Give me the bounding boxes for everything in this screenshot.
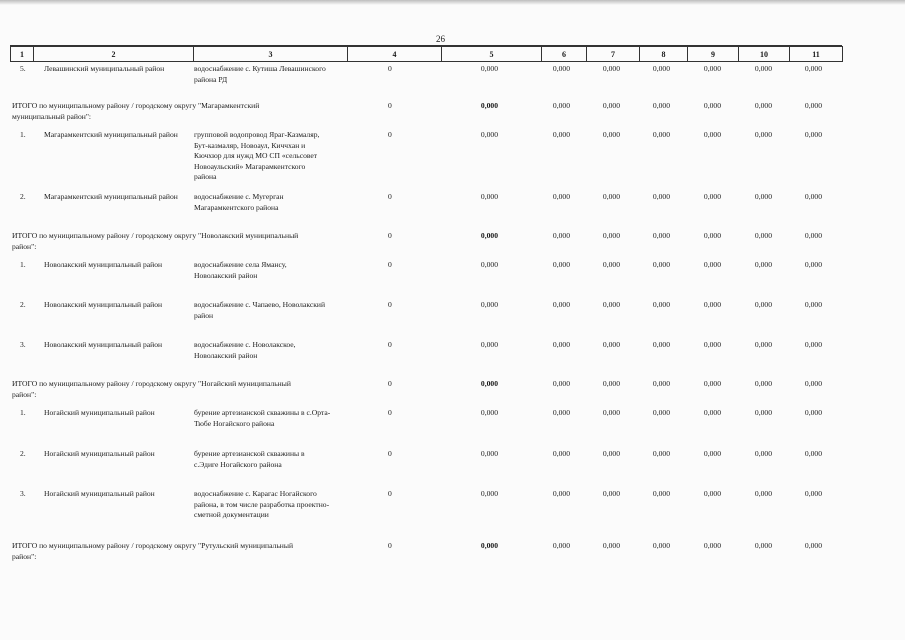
column-header: 3 — [194, 47, 348, 62]
cell-c10: 0,000 — [754, 231, 772, 240]
cell-c5: 0,000 — [480, 541, 498, 550]
cell-c8: 0,000 — [652, 101, 670, 110]
cell-c6: 0,000 — [552, 64, 570, 73]
cell-c11: 0,000 — [804, 340, 822, 349]
row-number: 1. — [20, 130, 26, 139]
cell-c7: 0,000 — [602, 449, 620, 458]
cell-c5: 0,000 — [480, 489, 498, 498]
cell-c9: 0,000 — [703, 449, 721, 458]
cell-c6: 0,000 — [552, 489, 570, 498]
object-description: водоснабжение с. Новолакское, — [194, 340, 296, 349]
row-number: 2. — [20, 449, 26, 458]
cell-c9: 0,000 — [703, 231, 721, 240]
object-description: водоснабжение с. Чапаево, Новолакский — [194, 300, 326, 309]
object-description: Тюбе Ногайского района — [194, 418, 275, 428]
object-description: Магарамкентского района — [194, 202, 279, 212]
cell-col4: 0 — [388, 541, 392, 550]
column-header-table — [10, 46, 843, 62]
object-description: район — [194, 310, 214, 320]
cell-c11: 0,000 — [804, 101, 822, 110]
cell-c5: 0,000 — [480, 408, 498, 417]
object-description: Новоаульский» Магарамкентского — [194, 161, 306, 171]
total-label: район": — [12, 241, 37, 251]
column-header: 10 — [739, 47, 790, 62]
column-header-row — [11, 47, 843, 62]
column-header: 5 — [442, 47, 542, 62]
total-label: ИТОГО по муниципальному району / городскому округу "Ногайский муниципальный — [12, 379, 291, 388]
cell-c9: 0,000 — [703, 300, 721, 309]
cell-c5: 0,000 — [480, 101, 498, 110]
cell-col4: 0 — [388, 379, 392, 388]
cell-c11: 0,000 — [804, 489, 822, 498]
cell-c8: 0,000 — [652, 379, 670, 388]
cell-c11: 0,000 — [804, 192, 822, 201]
cell-c9: 0,000 — [703, 541, 721, 550]
column-header: 6 — [542, 47, 587, 62]
object-description: сметной документации — [194, 510, 269, 520]
cell-c7: 0,000 — [602, 379, 620, 388]
cell-c11: 0,000 — [804, 449, 822, 458]
column-header: 9 — [688, 47, 739, 62]
district-name: Магарамкентский муниципальный район — [44, 130, 178, 139]
cell-c11: 0,000 — [804, 300, 822, 309]
cell-c7: 0,000 — [602, 541, 620, 550]
cell-c6: 0,000 — [552, 340, 570, 349]
cell-c10: 0,000 — [754, 260, 772, 269]
cell-c10: 0,000 — [754, 300, 772, 309]
cell-c9: 0,000 — [703, 64, 721, 73]
district-name: Новолакский муниципальный район — [44, 260, 163, 269]
cell-c8: 0,000 — [652, 489, 670, 498]
cell-col4: 0 — [388, 489, 392, 498]
cell-c5: 0,000 — [480, 300, 498, 309]
cell-c7: 0,000 — [602, 231, 620, 240]
cell-c6: 0,000 — [552, 192, 570, 201]
scan-shadow — [0, 0, 905, 5]
district-name: Ногайский муниципальный район — [44, 408, 155, 417]
total-label: район": — [12, 551, 37, 561]
district-name: Магарамкентский муниципальный район — [44, 192, 178, 201]
row-number: 3. — [20, 340, 26, 349]
object-description: Бут-казмаляр, Новоаул, Киччхан и — [194, 140, 306, 150]
cell-c9: 0,000 — [703, 101, 721, 110]
cell-c7: 0,000 — [602, 101, 620, 110]
cell-c9: 0,000 — [703, 340, 721, 349]
cell-c7: 0,000 — [602, 192, 620, 201]
cell-c6: 0,000 — [552, 300, 570, 309]
cell-col4: 0 — [388, 260, 392, 269]
object-description: групповой водопровод Яраг-Казмаляр, — [194, 130, 320, 139]
cell-c11: 0,000 — [804, 260, 822, 269]
column-header: 8 — [640, 47, 688, 62]
district-name: Ногайский муниципальный район — [44, 489, 155, 498]
object-description: водоснабжение с. Карагас Ногайского — [194, 489, 317, 498]
cell-c9: 0,000 — [703, 260, 721, 269]
district-name: Новолакский муниципальный район — [44, 300, 163, 309]
cell-c10: 0,000 — [754, 408, 772, 417]
cell-c11: 0,000 — [804, 231, 822, 240]
cell-col4: 0 — [388, 408, 392, 417]
cell-c6: 0,000 — [552, 260, 570, 269]
cell-c6: 0,000 — [552, 541, 570, 550]
cell-col4: 0 — [388, 300, 392, 309]
row-number: 2. — [20, 192, 26, 201]
cell-c8: 0,000 — [652, 340, 670, 349]
cell-c5: 0,000 — [480, 379, 498, 388]
cell-c7: 0,000 — [602, 300, 620, 309]
object-description: водоснабжение села Ямансу, — [194, 260, 287, 269]
column-header: 2 — [34, 47, 194, 62]
cell-c9: 0,000 — [703, 489, 721, 498]
cell-c6: 0,000 — [552, 408, 570, 417]
object-description: района — [194, 172, 217, 182]
object-description: района РД — [194, 74, 228, 84]
cell-c6: 0,000 — [552, 231, 570, 240]
row-number: 3. — [20, 489, 26, 498]
cell-c10: 0,000 — [754, 340, 772, 349]
cell-c8: 0,000 — [652, 130, 670, 139]
total-label: ИТОГО по муниципальному району / городскому округу "Магарамкентский — [12, 101, 260, 110]
cell-c5: 0,000 — [480, 231, 498, 240]
column-header: 7 — [587, 47, 640, 62]
total-label: район": — [12, 389, 37, 399]
cell-c10: 0,000 — [754, 130, 772, 139]
district-name: Левашинский муниципальный район — [44, 64, 165, 73]
object-description: Кючхюр для нужд МО СП «сельсовет — [194, 151, 318, 161]
cell-c7: 0,000 — [602, 260, 620, 269]
cell-c8: 0,000 — [652, 260, 670, 269]
cell-col4: 0 — [388, 101, 392, 110]
district-name: Новолакский муниципальный район — [44, 340, 163, 349]
row-number: 2. — [20, 300, 26, 309]
column-header: 4 — [348, 47, 442, 62]
cell-c9: 0,000 — [703, 130, 721, 139]
object-description: водоснабжение с. Кутиша Левашинского — [194, 64, 326, 73]
total-label: ИТОГО по муниципальному району / городскому округу "Новолакский муниципальный — [12, 231, 299, 240]
cell-c7: 0,000 — [602, 130, 620, 139]
column-header: 1 — [11, 47, 34, 62]
total-label: муниципальный район": — [12, 111, 92, 121]
cell-c5: 0,000 — [480, 192, 498, 201]
cell-col4: 0 — [388, 192, 392, 201]
cell-c9: 0,000 — [703, 192, 721, 201]
cell-c11: 0,000 — [804, 64, 822, 73]
cell-c10: 0,000 — [754, 101, 772, 110]
cell-c8: 0,000 — [652, 192, 670, 201]
object-description: бурение артезианской скважины в — [194, 449, 305, 458]
object-description: Новолакский район — [194, 270, 258, 280]
row-number: 1. — [20, 260, 26, 269]
object-description: водоснабжение с. Мугерган — [194, 192, 284, 201]
cell-c10: 0,000 — [754, 192, 772, 201]
total-label: ИТОГО по муниципальному району / городскому округу "Рутульский муниципальный — [12, 541, 294, 550]
cell-col4: 0 — [388, 231, 392, 240]
cell-c8: 0,000 — [652, 541, 670, 550]
cell-c5: 0,000 — [480, 130, 498, 139]
cell-c6: 0,000 — [552, 449, 570, 458]
cell-c9: 0,000 — [703, 408, 721, 417]
cell-c5: 0,000 — [480, 260, 498, 269]
cell-c7: 0,000 — [602, 64, 620, 73]
object-description: бурение артезианской скважины в с.Орта- — [194, 408, 331, 417]
cell-c8: 0,000 — [652, 64, 670, 73]
column-header: 11 — [790, 47, 843, 62]
cell-c8: 0,000 — [652, 449, 670, 458]
cell-c8: 0,000 — [652, 300, 670, 309]
cell-c8: 0,000 — [652, 408, 670, 417]
cell-c11: 0,000 — [804, 379, 822, 388]
cell-c9: 0,000 — [703, 379, 721, 388]
cell-c7: 0,000 — [602, 408, 620, 417]
page-number: 26 — [436, 34, 445, 44]
cell-c11: 0,000 — [804, 541, 822, 550]
cell-c10: 0,000 — [754, 64, 772, 73]
cell-c11: 0,000 — [804, 130, 822, 139]
cell-c10: 0,000 — [754, 489, 772, 498]
object-description: с.Эдиге Ногайского района — [194, 459, 282, 469]
cell-c7: 0,000 — [602, 489, 620, 498]
cell-c6: 0,000 — [552, 379, 570, 388]
cell-c5: 0,000 — [480, 64, 498, 73]
cell-c10: 0,000 — [754, 379, 772, 388]
cell-c5: 0,000 — [480, 449, 498, 458]
cell-c5: 0,000 — [480, 340, 498, 349]
cell-col4: 0 — [388, 130, 392, 139]
cell-c11: 0,000 — [804, 408, 822, 417]
cell-c10: 0,000 — [754, 449, 772, 458]
cell-c7: 0,000 — [602, 340, 620, 349]
object-description: Новолакский район — [194, 350, 258, 360]
row-number: 1. — [20, 408, 26, 417]
cell-col4: 0 — [388, 449, 392, 458]
cell-c6: 0,000 — [552, 130, 570, 139]
cell-c10: 0,000 — [754, 541, 772, 550]
cell-col4: 0 — [388, 340, 392, 349]
cell-c8: 0,000 — [652, 231, 670, 240]
cell-col4: 0 — [388, 64, 392, 73]
row-number: 5. — [20, 64, 26, 73]
cell-c6: 0,000 — [552, 101, 570, 110]
district-name: Ногайский муниципальный район — [44, 449, 155, 458]
object-description: района, в том числе разработка проектно- — [194, 499, 330, 509]
